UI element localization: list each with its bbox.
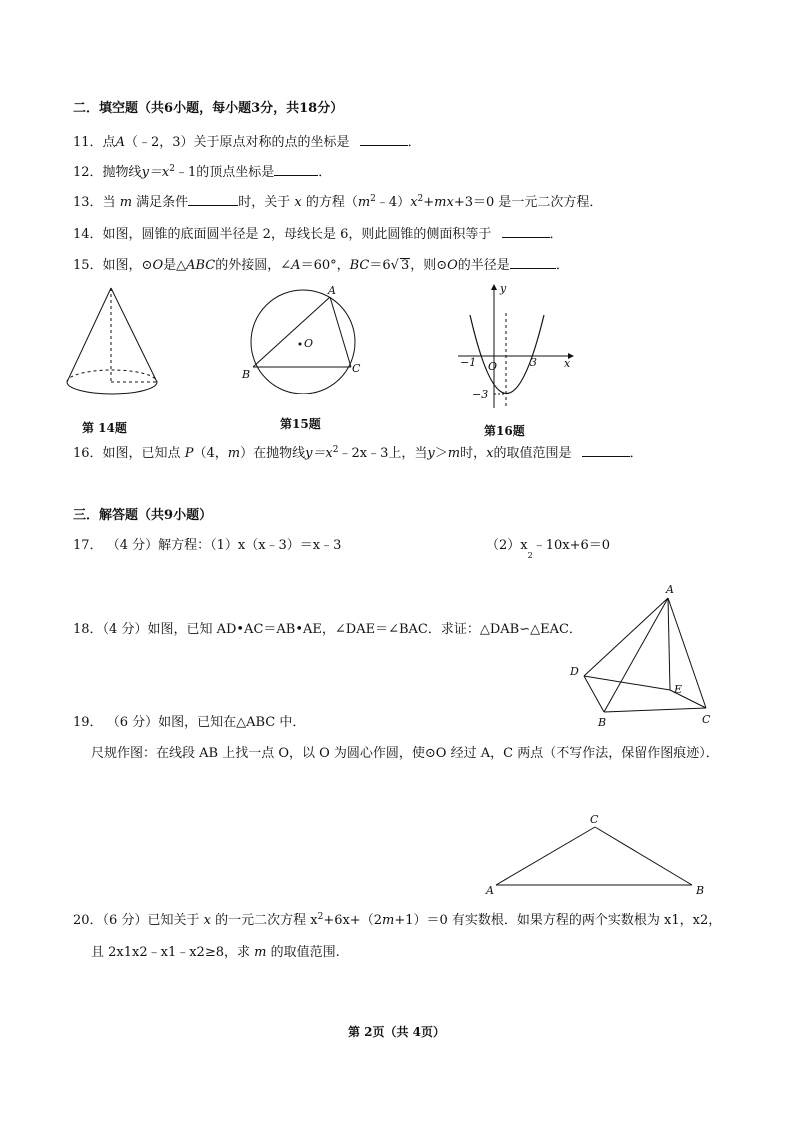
question-20-line-2: 且 2x1x2﹣x1﹣x2≥8，求 m 的取值范围.	[91, 945, 340, 960]
question-19: 19． （6 分）如图，已知在△ABC 中．	[73, 715, 306, 730]
question-17-part-2: $(2)x_2﹣10x+6=0$	[486, 538, 611, 560]
label-a: A	[666, 583, 674, 596]
question-12: 12．抛物线$y=x^2﹣1$的顶点坐标是 ．	[73, 164, 332, 180]
cone-slant-left	[67, 288, 111, 382]
cone-slant-right	[111, 288, 157, 382]
section-3-header: 三．解答题（共9小题）	[73, 508, 213, 523]
question-14: 14．如图，圆锥的底面圆半径是 2，母线长是 6，则此圆锥的侧面积等于 ．	[73, 227, 563, 242]
label-3: 3	[530, 356, 537, 369]
label-y: y	[500, 282, 507, 295]
cone-base-front	[67, 382, 157, 394]
answer-blank	[360, 133, 408, 146]
segment-cb	[595, 827, 692, 885]
label-c: C	[352, 362, 361, 375]
q18-figure	[562, 580, 722, 730]
question-17: 17． （4 分）解方程：（1）x（x﹣3）＝x﹣3	[73, 538, 342, 553]
label-a: A	[486, 884, 494, 897]
label-neg3: −3	[472, 388, 489, 401]
answer-blank	[274, 163, 318, 176]
question-15: 15．如图，⊙O是△ABC的外接圆，∠A＝60°，BC＝6√ 3，则⊙O的半径是 ．	[73, 258, 569, 273]
y-axis-arrow	[491, 284, 497, 290]
cone-figure	[60, 284, 170, 414]
caption-14: 第 14题	[82, 421, 127, 435]
circle-figure	[236, 284, 366, 394]
q19-triangle-figure	[482, 810, 712, 900]
label-d: D	[570, 665, 579, 678]
circumcircle	[251, 290, 355, 394]
answer-blank	[502, 225, 550, 238]
label-a: A	[328, 284, 336, 297]
segment-bc	[604, 708, 706, 712]
parabola-figure	[450, 280, 580, 415]
segment-ad	[584, 598, 668, 676]
label-neg1: −1	[460, 356, 477, 369]
answer-blank	[510, 256, 556, 269]
question-16: 16．如图，已知点 P（4，m）在抛物线$y=x^2﹣2x﹣3$上，当y＞m时，x的取值范围是 ．	[73, 445, 643, 461]
page-footer: 第 2页（共 4页）	[347, 1025, 446, 1039]
section-2-header: 二．填空题（共6小题，每小题3分，共18分）	[73, 101, 344, 116]
label-b: B	[696, 884, 705, 897]
label-b: B	[598, 716, 607, 729]
label-c: C	[702, 713, 711, 726]
caption-16: 第16题	[484, 424, 525, 438]
segment-ae	[668, 598, 670, 690]
label-x: x	[564, 357, 571, 370]
caption-15: 第15题	[280, 417, 321, 431]
question-19-instructions: 尺规作图：在线段 AB 上找一点 O，以 O 为圆心作圆，使⊙O 经过 A，C 两点（不写作法，保留作图痕迹）．	[91, 746, 719, 761]
question-13: 13．当 m 满足条件 时，关于 x 的方程$(m^2﹣4)x^2+mx+3=0$ 是一元二次方程．	[73, 194, 603, 210]
label-origin: O	[488, 360, 498, 373]
question-18: 18．（4 分）如图，已知 AD•AC＝AB•AE，∠DAE＝∠BAC．求证：△DAB∽△EAC．	[73, 622, 582, 637]
question-11: 11．点A（﹣2，3）关于原点对称的点的坐标是 ．	[73, 135, 421, 150]
answer-blank	[188, 193, 238, 206]
segment-ac	[496, 827, 595, 885]
segment-ac	[330, 297, 351, 367]
cone-base-back	[67, 370, 157, 382]
segment-ab	[604, 598, 668, 712]
parabola-curve	[470, 315, 544, 394]
center-point	[299, 343, 302, 346]
label-b: B	[242, 368, 251, 381]
answer-blank	[582, 444, 630, 457]
question-20: 20．（6 分）已知关于 x 的一元二次方程 $x^2+6x+(2m+1)=0$ 有实数根．如果方程的两个实数根为 x1，x2，	[73, 912, 722, 928]
label-o: O	[304, 337, 314, 350]
segment-de	[584, 676, 670, 690]
segment-db	[584, 676, 604, 712]
label-e: E	[674, 683, 683, 696]
label-c: C	[590, 813, 599, 826]
